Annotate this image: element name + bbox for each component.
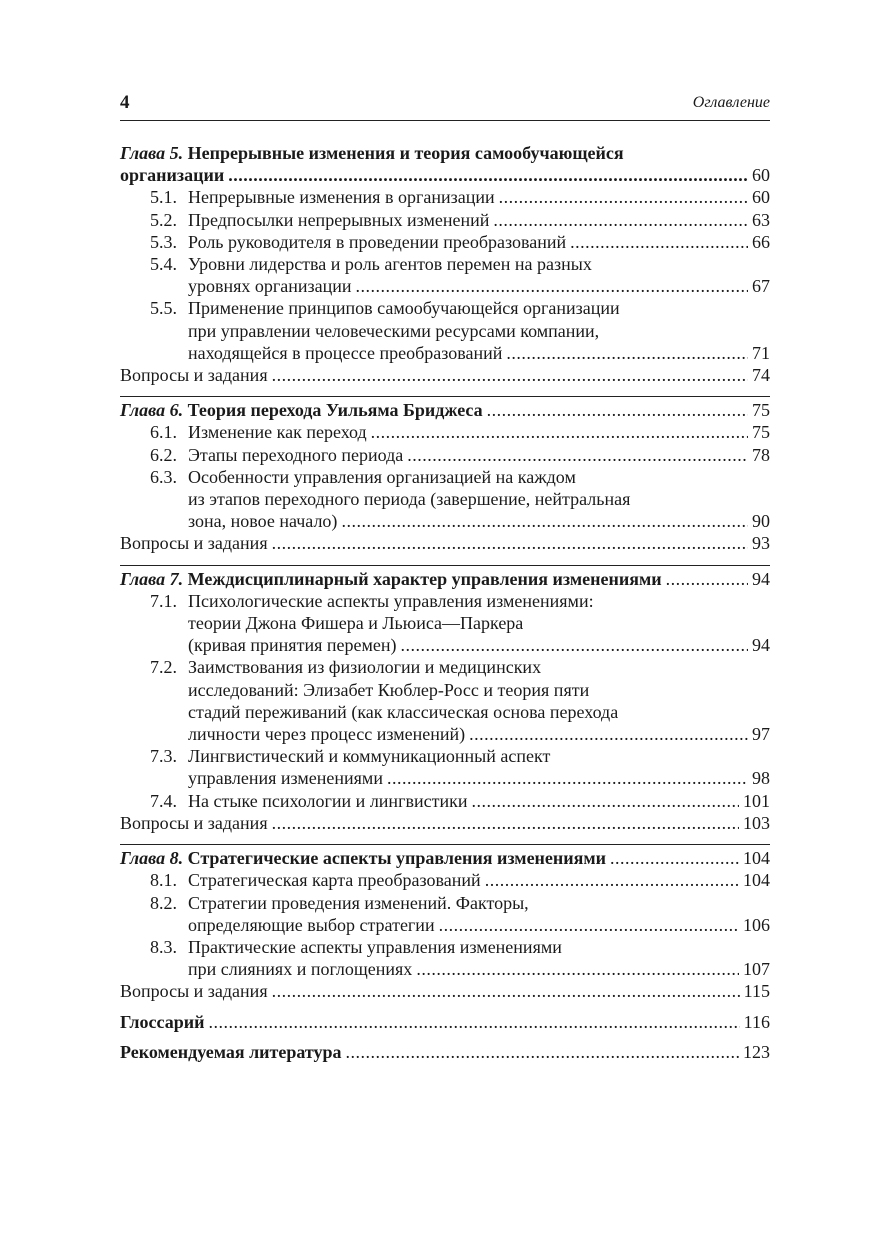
- page-ref: 98: [752, 768, 770, 789]
- page-ref: 97: [752, 724, 770, 745]
- toc-section[interactable]: 7.3. Лингвистический и коммуникационный аспект управления изменениями ..... 98: [120, 745, 770, 789]
- questions-entry[interactable]: Вопросы и задания ..... 74: [120, 364, 770, 386]
- chapter-title-last-line[interactable]: организации ..... 60: [120, 164, 770, 186]
- page-ref: 106: [743, 914, 770, 935]
- page-ref: 104: [743, 848, 770, 869]
- toc-section[interactable]: 6.1. Изменение как переход ..... 75: [120, 421, 770, 443]
- page-ref: 115: [743, 981, 770, 1002]
- table-of-contents: [120, 142, 770, 1063]
- toc-section[interactable]: 7.2. Заимствования из физиологии и медицинских исследований: Элизабет Кюблер-Росс и теория пяти стадий переживаний (как классическая основа перехода личности через процесс изменений) ..... 97: [120, 656, 770, 745]
- questions-entry[interactable]: Вопросы и задания ..... 103: [120, 812, 770, 834]
- page-ref: 94: [752, 635, 770, 656]
- literature-entry[interactable]: Рекомендуемая литература ..... 123: [120, 1041, 770, 1063]
- chapter-title[interactable]: Глава 6. Теория перехода Уильяма Бриджеса ..... 75: [120, 399, 770, 421]
- page-ref: 67: [752, 276, 770, 297]
- toc-section[interactable]: 7.4. На стыке психологии и лингвистики ..... 101: [120, 790, 770, 812]
- chapter-title[interactable]: Глава 7. Междисциплинарный характер управления изменениями ..... 94: [120, 568, 770, 590]
- page-ref: 78: [752, 444, 770, 465]
- toc-section[interactable]: 5.4. Уровни лидерства и роль агентов перемен на разных уровнях организации ..... 67: [120, 253, 770, 297]
- toc-section[interactable]: 8.3. Практические аспекты управления изменениями при слияниях и поглощениях ..... 107: [120, 936, 770, 980]
- page-ref: 90: [752, 511, 770, 532]
- page-ref: 66: [752, 231, 770, 252]
- page-ref: 101: [743, 790, 770, 811]
- chapter-7: [120, 565, 770, 834]
- toc-section[interactable]: 8.1. Стратегическая карта преобразований ..... 104: [120, 869, 770, 891]
- toc-section[interactable]: 5.5. Применение принципов самообучающейся организации при управлении человеческими ресурсами компании, находящейся в процессе преобразований ..... 71: [120, 297, 770, 364]
- page-ref: 74: [752, 365, 770, 386]
- questions-entry[interactable]: Вопросы и задания ..... 115: [120, 980, 770, 1002]
- chapter-title[interactable]: Глава 5. Непрерывные изменения и теория самообучающейся: [120, 143, 624, 163]
- chapter-5: [120, 142, 770, 386]
- page-ref: 63: [752, 209, 770, 230]
- running-title: Оглавление: [692, 94, 770, 111]
- toc-section[interactable]: 6.2. Этапы переходного периода ..... 78: [120, 444, 770, 466]
- toc-section[interactable]: 5.3. Роль руководителя в проведении преобразований ..... 66: [120, 231, 770, 253]
- page-ref: 103: [743, 812, 770, 833]
- toc-section[interactable]: 7.1. Психологические аспекты управления изменениями: теории Джона Фишера и Льюиса—Паркера (кривая принятия перемен) ..... 94: [120, 590, 770, 657]
- page-ref: 93: [752, 533, 770, 554]
- page-header: [120, 92, 770, 121]
- chapter-6: [120, 396, 770, 554]
- page-ref: 104: [743, 870, 770, 891]
- toc-section[interactable]: 6.3. Особенности управления организацией на каждом из этапов переходного периода (завершение, нейтральная зона, новое начало) ..... 90: [120, 466, 770, 533]
- glossary-entry[interactable]: Глоссарий ..... 116: [120, 1011, 770, 1033]
- page-ref: 107: [743, 959, 770, 980]
- page-number: 4: [120, 92, 130, 113]
- toc-section[interactable]: 5.1. Непрерывные изменения в организации ..... 60: [120, 186, 770, 208]
- page-ref: 60: [752, 165, 770, 186]
- page-ref: 123: [743, 1041, 770, 1062]
- chapter-title[interactable]: Глава 8. Стратегические аспекты управления изменениями ..... 104: [120, 847, 770, 869]
- toc-section[interactable]: 5.2. Предпосылки непрерывных изменений ..... 63: [120, 209, 770, 231]
- page-ref: 71: [752, 342, 770, 363]
- page-ref: 116: [743, 1011, 770, 1032]
- toc-section[interactable]: 8.2. Стратегии проведения изменений. Факторы, определяющие выбор стратегии ..... 106: [120, 892, 770, 936]
- page-ref: 60: [752, 187, 770, 208]
- questions-entry[interactable]: Вопросы и задания ..... 93: [120, 532, 770, 554]
- page-ref: 75: [752, 422, 770, 443]
- page-ref: 75: [752, 400, 770, 421]
- page-ref: 94: [752, 568, 770, 589]
- chapter-8: [120, 844, 770, 1002]
- back-matter: [120, 1011, 770, 1063]
